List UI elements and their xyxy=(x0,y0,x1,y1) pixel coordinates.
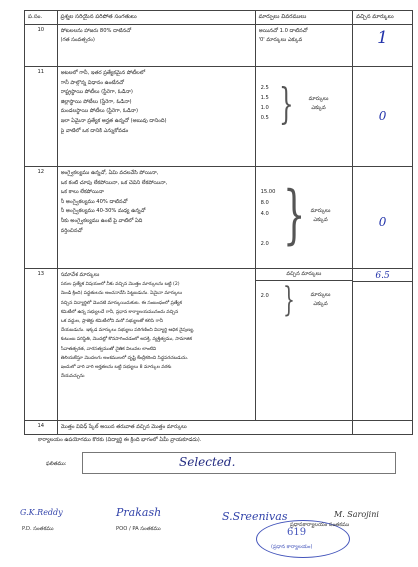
header-awarded-marks: వచ్చిన మార్కులు xyxy=(353,11,413,25)
row-line: మొత్తం వివిధ్ స్కేల్ అయిన తరువాత వచ్చిన మొత్తం మార్కులు xyxy=(60,424,187,430)
row-line: వర్తించినచో xyxy=(60,227,83,234)
row-line: ఇందులో వారి వారి అర్హతలను బట్టి సభ్యులు 8 మార్కుల వరకు xyxy=(60,365,172,371)
marks-line: అయినచో 1.0 దాటినచో xyxy=(258,28,308,34)
row-line: ఒక కాలు లేకపోయినా xyxy=(60,189,104,196)
signature-third xyxy=(222,510,287,523)
row-number: 14 xyxy=(25,421,58,435)
mark-value: 4.0 xyxy=(260,211,269,217)
signature-pd xyxy=(20,508,63,533)
marks-table xyxy=(24,10,413,435)
row-number: 10 xyxy=(25,25,58,67)
awarded-value: 6.5 xyxy=(375,271,390,281)
result-value: Selected. xyxy=(179,455,236,469)
row-line: రాష్ట్రస్థాయి పోటీలు (స్టేరెగా, ఓడినా) xyxy=(60,89,133,96)
signature-script: M. Sarojini xyxy=(334,510,379,519)
row-line: వేయవచ్చును xyxy=(60,374,85,380)
mark-value: 0.5 xyxy=(260,115,269,121)
row-marks-detail xyxy=(255,269,353,421)
row-line: నీ అంగ్వైకల్యము 40% దాటినచో xyxy=(60,198,128,205)
awarded-value: 0 xyxy=(378,215,387,229)
row-description xyxy=(57,25,255,67)
row-line: ఇలా ఏమైనా ప్రత్యేక అర్హత ఉన్నచో (అబువు దానింది) xyxy=(60,117,167,124)
table-row-12 xyxy=(25,167,413,269)
mark-value: 1.5 xyxy=(260,95,269,101)
row-line: నీకు అంగ్వైకల్యము ఉంటే పై వాటిలో ఏది xyxy=(60,217,143,224)
row-awarded xyxy=(353,421,413,435)
row-marks-detail xyxy=(255,167,353,269)
row-awarded xyxy=(353,67,413,167)
row-line: నీ అంగ్వైకల్యము 40-30% మధ్య ఉన్నచో xyxy=(60,208,146,215)
awarded-value: 1 xyxy=(377,28,388,48)
header-marks-detail: మార్పులు వివరములు xyxy=(255,11,353,25)
signature-caption: POO / PA సంతకము xyxy=(116,526,161,532)
office-use-note: కార్యాలయం ఉపయోగము కొరకు (విద్యార్థి ఈ క్రింది భాగంలో ఏమీ వ్రాయకూడదు). xyxy=(38,437,202,443)
stamp-number: 619 xyxy=(287,527,307,538)
row-line: పై వాటిలో ఒక దానికి ఎన్నుకోవడం xyxy=(60,127,129,134)
row-line: మండలస్థాయి పోటీలు (స్టేరెగా, ఓడినా) xyxy=(60,108,139,115)
mark-value: 8.0 xyxy=(260,200,269,206)
marks-subheader: వచ్చిన మార్కులు xyxy=(256,269,353,281)
table-header-row xyxy=(25,11,413,25)
marks-label: మార్కులు ఎక్కువ xyxy=(310,208,331,223)
row-line: అటలలో గానీ, ఇతర ప్రత్యేకమైన పోటీలలో xyxy=(60,70,146,76)
row-line: కుటుంబ పరిస్థితి, మొదట్లో కొనసాగించడంలో ఆసక్తి, వ్యక్తిత్వము, సామాజిక xyxy=(60,337,192,343)
signature-script: S.Sreenivas xyxy=(222,510,288,523)
mark-value: 2.0 xyxy=(260,293,269,299)
row-number: 12 xyxy=(25,167,58,269)
mark-value: 1.0 xyxy=(260,105,269,111)
row-line: పోటలలను హాజరు 80% దాటినచో xyxy=(60,28,132,34)
row-line: కమిటీలో ఉన్న సభ్యులచే గానీ, ప్రధాన కార్యాలయమునందు వచ్చిన xyxy=(60,309,179,315)
marks-line: '0' మార్కులు ఎక్కువ xyxy=(258,37,303,44)
row-description xyxy=(57,67,255,167)
row-marks-detail xyxy=(255,67,353,167)
result-label: ఫలితము: xyxy=(46,461,67,467)
signature-director xyxy=(290,510,379,529)
row-line: తెలియజేస్తూ మొదలగు అంశములలో దృష్టి కేంద్రీకరించి సిద్ధపరచబడును. xyxy=(60,355,189,361)
row-number: 11 xyxy=(25,67,58,167)
brace-symbol: } xyxy=(282,280,295,320)
row-line: జిల్లాస్థాయి పోటీలు (స్టేరెగా, ఓడినా) xyxy=(60,98,132,105)
signature-poo xyxy=(116,506,161,533)
brace-symbol: } xyxy=(282,178,305,252)
row-line: అంగ్వైకల్యము ఉన్నచో, ఏమి వదలవేసి పోయినా, xyxy=(60,170,159,176)
signature-caption: P.D. సంతకము xyxy=(22,526,54,532)
table-row-11 xyxy=(25,67,413,167)
row-line: చేయబడును. ఇక్కడ మార్కులు సభ్యులు పరిగణించి విద్యార్థి ఆధిక నైపుణ్య, xyxy=(60,328,195,334)
row-line: వచ్చిన విద్యార్థిలో మొదటి మార్కుయిదుకుట. ఈ సంబంధంలో ప్రత్యేక xyxy=(60,300,182,306)
awarded-value: 0 xyxy=(378,109,387,123)
marks-label: మార్కులు ఎక్కువ xyxy=(308,96,329,111)
row-line: ఒక కంటి చూపు లేకపోయినా, ఒక చెవిని లేకపోయినా, xyxy=(60,179,168,186)
row-description xyxy=(57,167,255,269)
result-section xyxy=(46,452,406,474)
row-awarded xyxy=(353,25,413,67)
row-description xyxy=(57,421,353,435)
header-serial-no: ప.సం. xyxy=(25,11,58,25)
brace-symbol: } xyxy=(278,79,294,128)
marks-label: మార్కులు ఎక్కువ xyxy=(310,292,331,307)
row-line: మెండి క్రింది) పద్ధతులను అంచనావేసి పెట్టబడును. ఏమైనా మార్కులు xyxy=(60,291,183,297)
mark-value: 2.0 xyxy=(260,241,269,247)
table-row-14 xyxy=(25,421,413,435)
result-box xyxy=(82,452,396,474)
mark-value: 2.5 xyxy=(260,85,269,91)
stamp-caption: (ప్రధాన కార్యాలయం) xyxy=(271,544,313,550)
table-row-13 xyxy=(25,269,413,421)
row-marks-detail xyxy=(255,25,353,67)
row-line: (గత సంవత్సరం) xyxy=(60,37,95,44)
row-number: 13 xyxy=(25,269,58,421)
row-description xyxy=(57,269,255,421)
row-line: గానీ పాల్గొన్న విధానం ఉంటేనచో xyxy=(60,79,125,86)
header-description: ప్రశ్నల సరియైన పరిపోత సంగతులు xyxy=(57,11,255,25)
row-line: పరుల ప్రత్యేక విషయంలో నీకు వచ్చిన మొత్తం మార్కులను బట్టి (2) xyxy=(60,282,180,288)
signature-script: Prakash xyxy=(116,506,162,519)
row-awarded xyxy=(353,167,413,269)
mark-value: 15.00 xyxy=(260,189,276,195)
row-awarded xyxy=(353,269,413,421)
row-line: సమావేశ మార్కులు xyxy=(60,272,100,278)
row-line: సేవాతత్పరత, వారసత్వముతో నైతిక విలువల లాంటివి xyxy=(60,346,157,352)
row-line: ఒక వద్దుల, ప్రాజెక్టు కమిటీలోని మరో సభ్యులతో కలిసి గానీ xyxy=(60,319,163,325)
table-row-10 xyxy=(25,25,413,67)
signature-script: G.K.Reddy xyxy=(20,508,63,517)
signature-caption: ప్రధానకార్యాలయం సంతకము xyxy=(290,522,350,528)
